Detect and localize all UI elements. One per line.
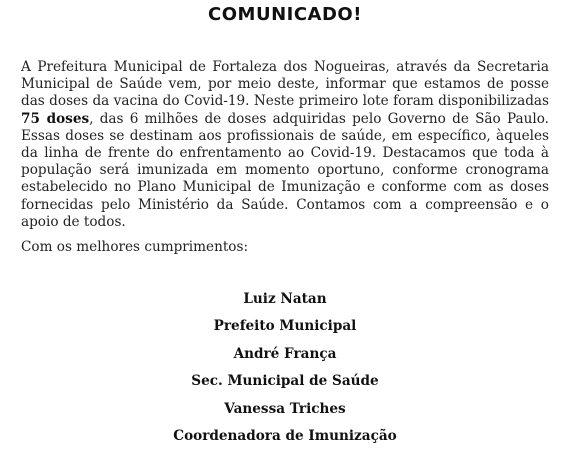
paragraph-text-end: , das 6 milhões de doses adquiridas pelo Governo de São Paulo. Essas doses se destinam aos profissionais de saúde, em específico, àqueles da linha de frente do enfrentamento ao Covid-19. Destacamos que toda à população será imunizada em momento oportuno, conforme cronograma estabelecido no Plano Municipal de Imunização e conforme com as doses fornecidas pelo Ministério da Saúde. Contamos com a compreensão e o apoio de todos. [21, 110, 549, 230]
signature-block [0, 291, 570, 455]
signatory-role: Sec. Municipal de Saúde [191, 373, 379, 390]
signatory-name: André França [233, 345, 337, 362]
document-title: COMUNICADO! [208, 4, 362, 25]
signatory-name: Vanessa Triches [224, 400, 346, 417]
paragraph-text-start: A Prefeitura Municipal de Fortaleza dos Nogueiras, através da Secretaria Municipal de Saúde vem, por meio deste, informar que estamos de posse das doses da vacina do Covid-19. Neste primeiro lote foram disponibilizadas [21, 59, 549, 110]
signatory-role: Coordenadora de Imunização [173, 427, 397, 444]
dose-count-highlight: 75 doses [21, 110, 90, 127]
signatory-role: Prefeito Municipal [213, 318, 357, 335]
closing-salutation: Com os melhores cumprimentos: [21, 239, 249, 255]
signatory-name: Luiz Natan [243, 291, 327, 307]
announcement-paragraph [21, 59, 549, 231]
